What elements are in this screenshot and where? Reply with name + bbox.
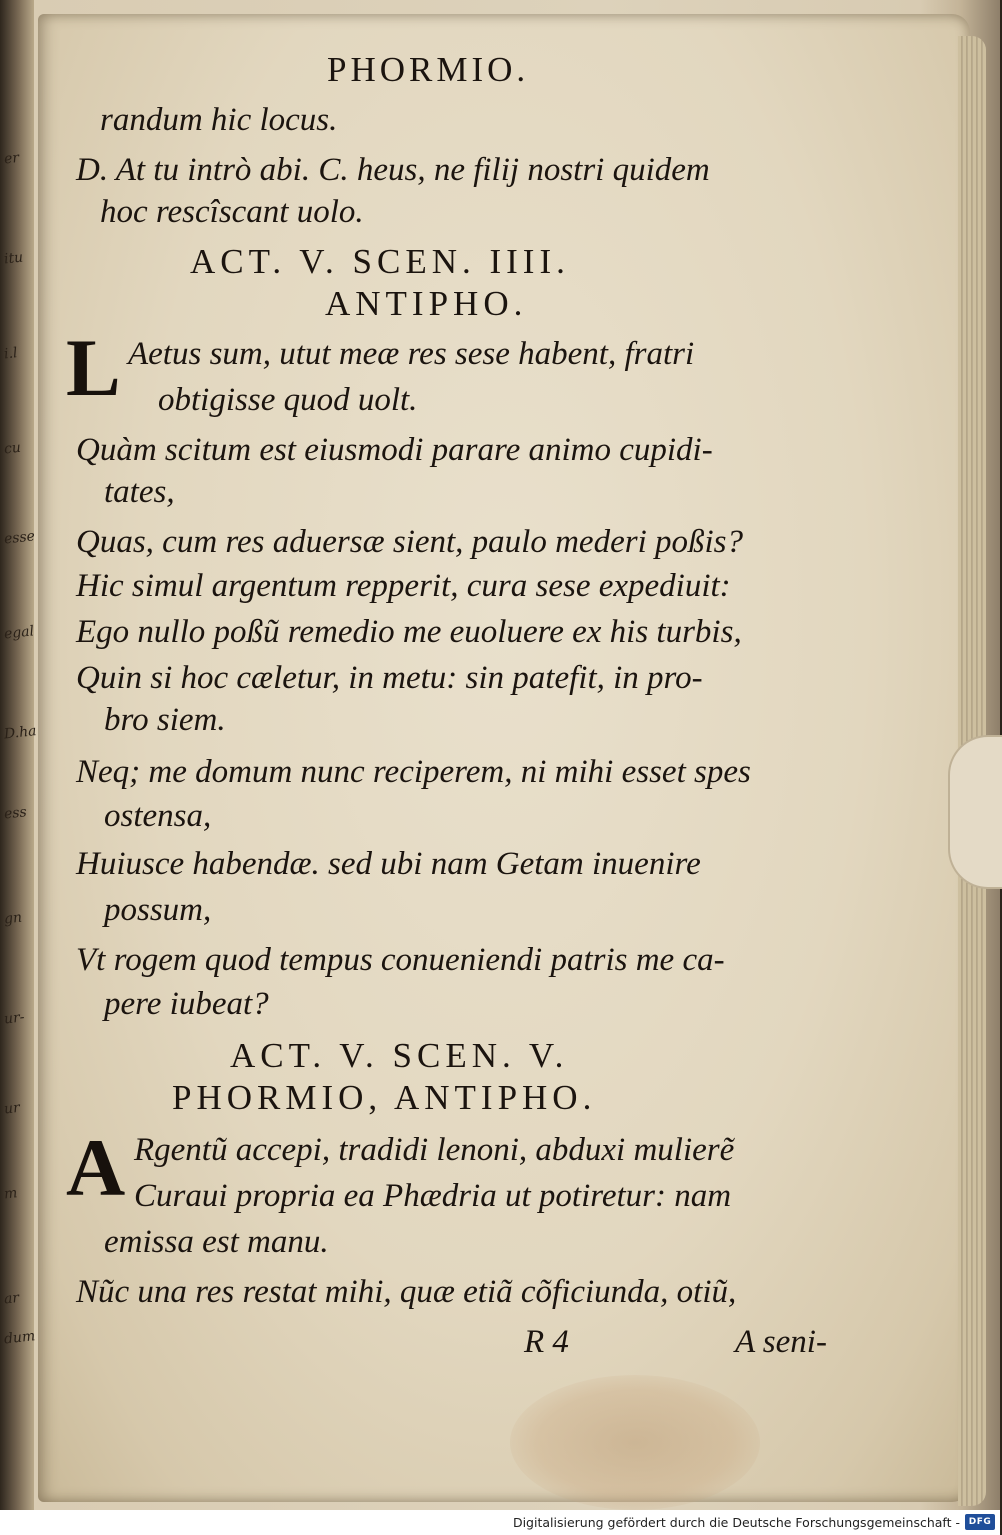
margin-fragment: itu (3, 249, 24, 268)
running-head: PHORMIO. (327, 50, 530, 89)
margin-fragment: ur (3, 1099, 21, 1118)
text-line: Vt rogem quod tempus conueniendi patris me ca- (76, 942, 725, 978)
text-line: Quas, cum res aduersæ sient, paulo mederi poßis? (76, 524, 743, 560)
dfg-logo: DFG (965, 1514, 995, 1530)
text-line: Aetus sum, utut meæ res sese habent, fratri (128, 336, 695, 372)
margin-fragment: ess (3, 804, 28, 823)
water-stain (510, 1375, 760, 1510)
margin-fragment: gn (3, 909, 23, 928)
text-line: Hic simul argentum repperit, cura sese expediuit: (76, 568, 731, 604)
text-line: pere iubeat? (104, 986, 269, 1022)
speaker-heading: PHORMIO, ANTIPHO. (172, 1078, 597, 1117)
text-line: D. At tu intrò abi. C. heus, ne filij nostri quidem (76, 152, 710, 188)
margin-fragment: D.ha (3, 723, 38, 743)
text-line: Ego nullo poßũ remedio me euoluere ex his turbis, (76, 614, 742, 650)
signature-mark: R 4 (524, 1324, 569, 1360)
text-line: randum hic locus. (100, 102, 338, 138)
text-line: emissa est manu. (104, 1224, 329, 1260)
margin-fragment: egal (3, 623, 35, 643)
text-line: Rgentũ accepi, tradidi lenoni, abduxi mulierẽ (134, 1132, 735, 1168)
text-line: Quin si hoc cæletur, in metu: sin patefit, in pro- (76, 660, 703, 696)
margin-fragment: i.l (3, 345, 19, 363)
text-line: Nũc una res restat mihi, quæ etiã cõficiunda, otiũ, (76, 1274, 737, 1310)
scene-heading: ACT. V. SCEN. IIII. (190, 242, 570, 281)
text-line: Quàm scitum est eiusmodi parare animo cupidi- (76, 432, 713, 468)
text-line: obtigisse quod uolt. (158, 382, 418, 418)
drop-cap: A (66, 1122, 126, 1213)
margin-fragment: m (3, 1185, 19, 1203)
margin-fragment: dum (3, 1328, 37, 1348)
footer-bar (0, 1510, 1000, 1535)
margin-fragment: cu (3, 439, 22, 458)
margin-fragment: er (3, 149, 20, 168)
footer-credit: Digitalisierung gefördert durch die Deutsche Forschungsgemeinschaft - (512, 1515, 960, 1530)
page-tab (948, 735, 1002, 889)
text-line: Huiusce habendæ. sed ubi nam Getam inuenire (76, 846, 701, 882)
text-line: Neq; me domum nunc reciperem, ni mihi esset spes (76, 754, 751, 790)
text-line: ostensa, (104, 798, 212, 834)
margin-fragment: ar (3, 1289, 20, 1308)
binding-strip (0, 0, 38, 1535)
text-line: Curaui propria ea Phædria ut potiretur: nam (134, 1178, 732, 1214)
drop-cap: L (66, 322, 121, 413)
margin-fragment: esse (3, 528, 36, 548)
speaker-heading: ANTIPHO. (325, 284, 528, 323)
margin-fragment: ur- (3, 1009, 26, 1028)
text-line: possum, (104, 892, 212, 928)
scene-heading: ACT. V. SCEN. V. (230, 1036, 569, 1075)
catchword: A seni- (735, 1324, 827, 1360)
text-line: tates, (104, 474, 175, 510)
text-line: bro siem. (104, 702, 226, 738)
text-line: hoc rescîscant uolo. (100, 194, 364, 230)
